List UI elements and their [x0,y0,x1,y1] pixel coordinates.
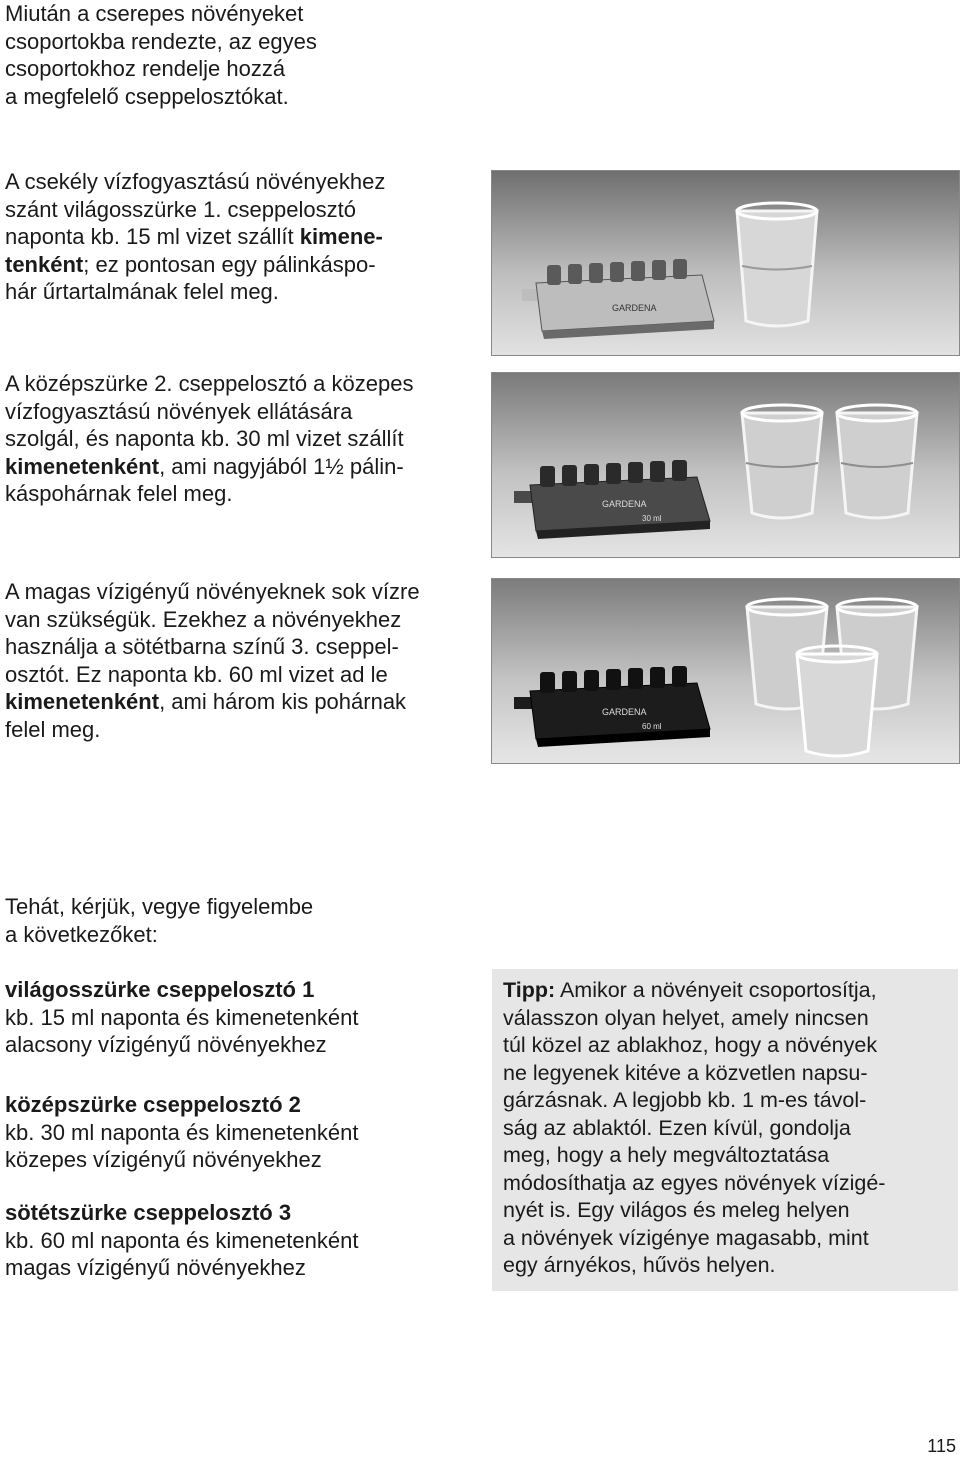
tip-line: ne legyenek kitéve a közvetlen napsu- [503,1060,868,1085]
text-line: vízfogyasztású növények ellátására [5,398,353,424]
text-line [5,251,385,279]
text-line: Tehát, kérjük, vegye figyelembe [5,894,314,919]
tip-line: nyét is. Egy világos és meleg helyen [503,1198,850,1222]
text-line: A magas vízigényű növényeknek sok vízre [5,579,420,604]
text-line: szánt világosszürke 1. cseppelosztó [5,196,356,222]
summary-item-title: világosszürke cseppelosztó 1 [5,977,315,1002]
tip-line: túl közel az ablakhoz, hogy a növények [503,1033,878,1057]
tip-text: Amikor a növényeit csoportosítja, [555,978,877,1002]
tip-line [503,977,948,1005]
summary-item-line: közepes vízigényű növényekhez [5,1147,322,1172]
text-line: felel meg. [5,716,101,742]
volume-label: 30 ml [642,514,662,523]
tip-line: meg, hogy a hely megváltoztatása [503,1143,830,1167]
text-line: hár űrtartalmának felel meg. [5,279,279,304]
light-distributor-icon [522,259,714,339]
text-line [5,223,385,251]
text-line: osztót. Ez naponta kb. 60 ml vizet ad le [5,661,388,687]
page-number: 115 [927,1436,956,1456]
brand-label: GARDENA [602,707,647,717]
tip-line: gárzásnak. A legjobb kb. 1 m-es távol- [503,1088,867,1112]
summary-item-light [5,976,358,1059]
bold-term: kimenetenként [5,453,160,479]
light-grey-distributor-paragraph [5,168,385,306]
text-line: A középszürke 2. cseppelosztó a közepes [5,371,414,396]
text-span: , ami nagyjából 1½ pálin- [159,453,404,479]
tip-line: módosíthatja az egyes növények vízigé- [503,1170,886,1195]
summary-item-line: alacsony vízigényű növényekhez [5,1032,327,1057]
bold-term: kimenetenként [5,689,160,714]
glass-icon [742,405,822,518]
photo-mid-distributor-two-glasses [491,372,960,558]
summary-intro [5,893,313,948]
glass-icon [797,646,877,756]
text-line: A csekély vízfogyasztású növényekhez [5,169,386,194]
intro-paragraph [5,0,317,110]
tip-label: Tipp: [503,978,556,1002]
intro-line: a megfelelő cseppelosztókat. [5,83,289,109]
intro-line: csoportokba rendezte, az egyes [5,28,317,54]
text-span: ; ez pontosan egy pálinkáspo- [83,251,376,277]
glass-icon [737,203,817,326]
text-line: szolgál, és naponta kb. 30 ml vizet szállít [5,426,404,451]
text-span: , ami három kis pohárnak [159,689,407,714]
bold-term: tenként [5,251,84,277]
text-line [5,453,413,481]
summary-item-line: kb. 15 ml naponta és kimenetenként [5,1004,359,1030]
text-line: van szükségük. Ezekhez a növényekhez [5,606,402,632]
mid-distributor-icon [514,460,710,539]
intro-line: Miután a cserepes növényeket [5,1,304,26]
tip-line: ság az ablaktól. Ezen kívül, gondolja [503,1115,851,1140]
tip-box [492,969,958,1291]
photo-dark-distributor-three-glasses [491,578,960,764]
summary-item-title: sötétszürke cseppelosztó 3 [5,1200,292,1225]
summary-item-dark [5,1199,358,1282]
brand-label: GARDENA [602,499,647,509]
brand-label: GARDENA [612,303,657,313]
glass-icon [837,405,917,518]
mid-grey-distributor-paragraph [5,370,413,508]
bold-term: kimene- [299,224,383,249]
tip-line: a növények vízigénye magasabb, mint [503,1225,869,1250]
summary-item-line: kb. 30 ml naponta és kimenetenként [5,1119,359,1145]
dark-distributor-icon [514,666,710,747]
summary-item-line: kb. 60 ml naponta és kimenetenként [5,1227,359,1253]
summary-item-title: középszürke cseppelosztó 2 [5,1092,301,1117]
photo-light-distributor-one-glass [491,170,960,356]
text-line [5,688,420,716]
volume-label: 60 ml [642,722,662,731]
intro-line: csoportokhoz rendelje hozzá [5,56,286,81]
tip-line: válasszon olyan helyet, amely nincsen [503,1005,869,1030]
summary-item-mid [5,1091,358,1174]
dark-distributor-paragraph [5,578,420,743]
text-line: a következőket: [5,921,158,947]
text-span: naponta kb. 15 ml vizet szállít [5,224,300,249]
text-line: használja a sötétbarna színű 3. cseppel- [5,634,399,659]
tip-line: egy árnyékos, hűvös helyen. [503,1253,776,1277]
text-line: káspohárnak felel meg. [5,481,233,506]
summary-item-line: magas vízigényű növényekhez [5,1255,306,1280]
